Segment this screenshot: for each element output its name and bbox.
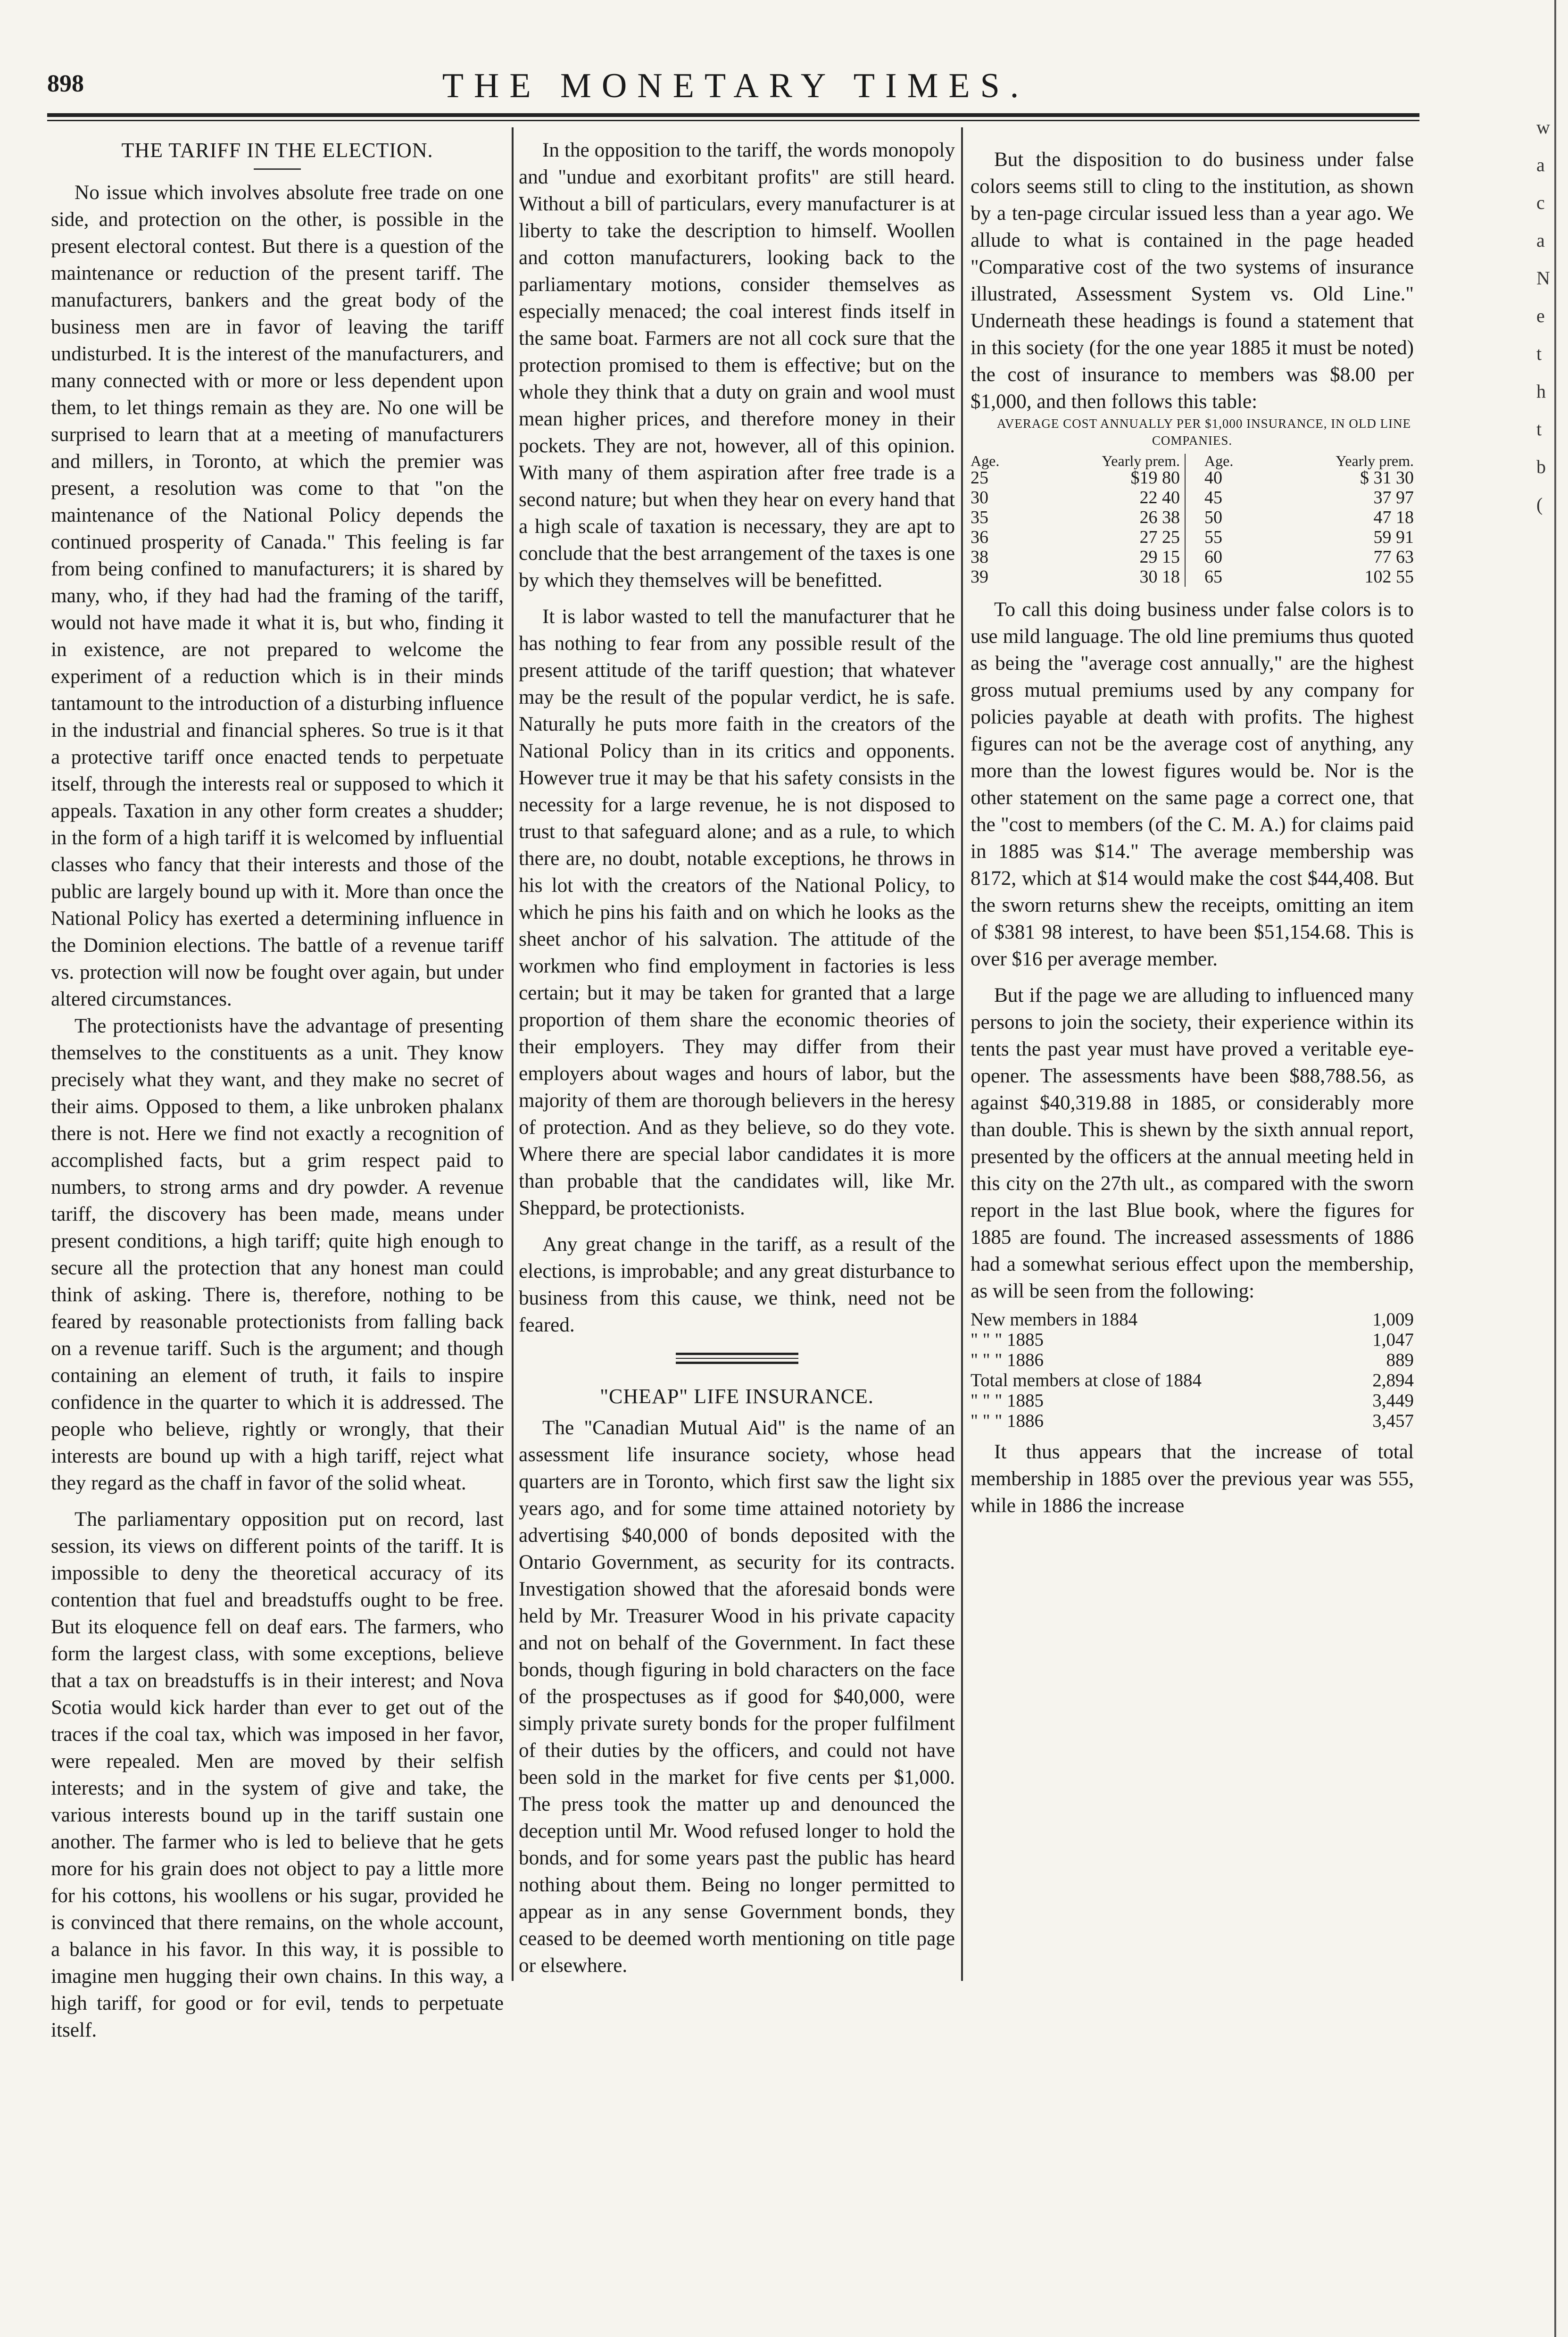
rate-table-row <box>1204 567 1414 587</box>
rate-table-left <box>971 454 1186 587</box>
age-cell: 55 <box>1204 527 1222 547</box>
premium-cell: 26 38 <box>1139 507 1180 527</box>
age-cell: 36 <box>971 527 988 547</box>
age-cell: 30 <box>971 488 988 507</box>
premium-cell: 47 18 <box>1373 507 1414 527</box>
membership-value: 2,894 <box>1372 1370 1414 1390</box>
paragraph: To call this doing business under false colors is to use mild language. The old line premiums thus quoted as being the "average cost annually," are the highest gross mutual premiums used by any company for policies payable at death with profits. The highest figures can not be the average cost of anything, any more than the lowest figures would be. Nor is the other statement on the same page a correct one, that the "cost to members (of the C. M. A.) for claims paid in 1885 was $14." The average membership was 8172, which at $14 would make the cost $44,408. But the sworn returns shew the receipts, omitting an item of $381 98 interest, to have been $51,154.68. This is over $16 per average member. <box>971 599 1414 970</box>
age-cell: 38 <box>971 547 988 567</box>
title-rule <box>254 168 301 170</box>
premium-cell: $19 80 <box>1130 468 1180 488</box>
column-divider <box>961 127 963 1981</box>
premium-cell: 30 18 <box>1139 567 1180 587</box>
premium-cell: $ 31 30 <box>1360 468 1414 488</box>
col-age-label: Age. <box>1204 452 1234 469</box>
adjacent-page-fragment <box>1536 108 1565 524</box>
premium-cell: 59 91 <box>1373 527 1414 547</box>
membership-value: 1,047 <box>1372 1330 1414 1350</box>
membership-value: 889 <box>1386 1350 1414 1370</box>
age-cell: 50 <box>1204 507 1222 527</box>
premium-cell: 102 55 <box>1364 567 1414 587</box>
rate-table <box>971 454 1414 587</box>
age-cell: 45 <box>1204 488 1222 507</box>
age-cell: 40 <box>1204 468 1222 488</box>
edge-letter: a <box>1536 230 1545 251</box>
section-separator <box>676 1353 798 1364</box>
rate-table-row <box>971 468 1180 488</box>
rate-table-row <box>971 527 1180 547</box>
membership-label: Total members at close of 1884 <box>971 1370 1202 1390</box>
rate-table-row <box>971 488 1180 507</box>
article-title: THE TARIFF IN THE ELECTION. <box>121 139 433 162</box>
edge-letter: t <box>1536 343 1542 364</box>
header-rule <box>47 113 1419 117</box>
rate-table-row <box>1204 468 1414 488</box>
rate-table-row <box>971 567 1180 587</box>
rate-table-row <box>971 507 1180 527</box>
edge-letter: w <box>1536 116 1550 138</box>
premium-cell: 22 40 <box>1139 488 1180 507</box>
membership-row <box>971 1411 1414 1431</box>
edge-letter: a <box>1536 154 1545 175</box>
edge-letter: N <box>1536 267 1550 289</box>
membership-value: 3,457 <box>1372 1411 1414 1431</box>
membership-label: New members in 1884 <box>971 1309 1138 1330</box>
rate-table-right <box>1186 454 1414 587</box>
rate-table-row <box>1204 507 1414 527</box>
membership-label: " " " 1886 <box>971 1350 1044 1370</box>
membership-row <box>971 1370 1414 1390</box>
col-age-label: Age. <box>971 452 1000 469</box>
column-divider <box>512 127 514 1981</box>
rate-table-row <box>971 547 1180 567</box>
membership-value: 3,449 <box>1372 1390 1414 1411</box>
column-3 <box>971 137 1414 1519</box>
edge-letter: c <box>1536 192 1545 213</box>
paragraph: Any great change in the tariff, as a result of the elections, is improbable; and any great disturbance to business from this cause, we think, need not be feared. <box>519 1233 955 1336</box>
age-cell: 60 <box>1204 547 1222 567</box>
membership-value: 1,009 <box>1372 1309 1414 1330</box>
paragraph: In the opposition to the tariff, the words monopoly and "undue and exorbitant profits" are still heard. Without a bill of particulars, every manufacturer is at liberty to take the description to himself. Woollen and cotton manufacturers, looking back to the parliamentary motions, consider themselves as especially menaced; the coal interest finds itself in the same boat. Farmers are not all cock sure that the protection promised to them is effective; but on the whole they think that a duty on grain and wool must mean higher prices, and therefore money in their pockets. They are not, however, all of this opinion. With many of them aspiration after free trade is a second nature; but when they hear on every hand that a high scale of taxation is necessary, they are apt to conclude that the best arrangement of the taxes is one by which they themselves will be benefitted. <box>519 139 955 591</box>
rate-table-row <box>1204 488 1414 507</box>
journal-title: THE MONETARY TIMES. <box>442 67 1029 105</box>
paragraph: The protectionists have the advantage of presenting themselves to the constituents as a unit. They know precisely what they want, and they make no secret of their aims. Opposed to them, a like unbroken phalanx there is not. Here we find not exactly a recognition of accomplished facts, but a grim respect paid to numbers, to strong arms and dry powder. A revenue tariff, the discovery has been made, means under present conditions, a high tariff; quite high enough to secure all the protection that any honest man could think of asking. There is, therefore, nothing to be feared by reasonable protectionists from falling back on a revenue tariff. Such is the argument; and though containing an element of truth, it fails to inspire confidence in the quarter to which it is addressed. The people who believe, rightly or wrongly, that their interests are bound up with a high tariff, reject what they regard as the chaff in favor of the solid wheat. <box>51 1015 504 1494</box>
paragraph: But if the page we are alluding to influenced many persons to join the society, their experience within its tents the past year must have proved a veritable eye-opener. The assessments have been $88,788.56, as against $40,319.88 in 1885, or considerably more than double. This is shewn by the sixth annual report, presented by the officers at the annual meeting held in this city on the 27th ult., as compared with the sworn report in the last Blue book, where the figures for 1885 are found. The increased assessments of 1886 had a somewhat serious effect upon the membership, as will be seen from the following: <box>971 984 1414 1302</box>
age-cell: 35 <box>971 507 988 527</box>
membership-table <box>971 1309 1414 1431</box>
membership-label: " " " 1885 <box>971 1390 1044 1411</box>
premium-cell: 29 15 <box>1139 547 1180 567</box>
rate-table-row <box>1204 527 1414 547</box>
edge-letter: ( <box>1536 494 1543 515</box>
edge-letter: b <box>1536 456 1546 477</box>
rate-table-row <box>1204 547 1414 567</box>
edge-letter: t <box>1536 418 1542 440</box>
age-cell: 39 <box>971 567 988 587</box>
premium-cell: 77 63 <box>1373 547 1414 567</box>
header-rule-thin <box>47 120 1419 121</box>
page-header <box>47 66 1424 108</box>
edge-letter: e <box>1536 305 1545 326</box>
age-cell: 65 <box>1204 567 1222 587</box>
page-number: 898 <box>47 70 84 97</box>
rate-table-title: AVERAGE COST ANNUALLY PER $1,000 INSURANCE, IN OLD LINE COMPANIES. <box>996 416 1411 448</box>
col-prem-label: Yearly prem. <box>1102 452 1180 469</box>
membership-label: " " " 1885 <box>971 1330 1044 1350</box>
membership-row <box>971 1330 1414 1350</box>
premium-cell: 27 25 <box>1139 527 1180 547</box>
membership-row <box>971 1390 1414 1411</box>
premium-cell: 37 97 <box>1373 488 1414 507</box>
paragraph: But the disposition to do business under false colors seems still to cling to the institution, as shown by a ten-page circular issued less than a year ago. We allude to what is contained in the page headed "Comparative cost of the two systems of insurance illustrated, Assessment System vs. Old Line." Underneath these headings is found a statement that in this society (for the one year 1885 it must be noted) the cost of insurance to members was $8.00 per $1,000, and then follows this table: <box>971 149 1414 413</box>
membership-row <box>971 1309 1414 1330</box>
age-cell: 25 <box>971 468 988 488</box>
membership-label: " " " 1886 <box>971 1411 1044 1431</box>
paragraph: The "Canadian Mutual Aid" is the name of an assessment life insurance society, whose head quarters are in Toronto, which first saw the light six years ago, and for some time attained notoriety by advertising $40,000 of bonds deposited with the Ontario Government, as security for its contracts. Investigation showed that the aforesaid bonds were held by Mr. Treasurer Wood in his private capacity and not on behalf of the Government. In fact these bonds, though figuring in bold characters on the face of the prospectuses as if good for $40,000, were simply private surety bonds for the proper fulfilment of their duties by the officers, and could not have been sold in the market for five cents per $1,000. The press took the matter up and denounced the deception until Mr. Wood refused longer to hold the bonds, and for some years past the public has heard nothing about them. Being no longer permitted to appear as in any sense Government bonds, they ceased to be deemed worth mentioning on title page or elsewhere. <box>519 1417 955 1977</box>
paragraph: No issue which involves absolute free trade on one side, and protection on the other, is possible in the present electoral contest. But there is a question of the maintenance or reduction of the present tariff. The manufacturers, bankers and the great body of the business men are in favor of leaving the tariff undisturbed. It is the interest of the manufacturers, and many connected with or more or less dependent upon them, to let things remain as they are. No one will be surprised to learn that at a meeting of manufacturers and millers, in Toronto, at which the premier was present, a resolution was come to that "on the maintenance of the National Policy depends the continued prosperity of Canada." This feeling is far from being confined to manufacturers; it is shared by many, who, if they had had the framing of the tariff, would not have made it what it is, but who, finding it in existence, are not prepared to welcome the experiment of a reduction which is in their minds tantamount to the introduction of a disturbing influence in the industrial and financial spheres. So true is it that a protective tariff once enacted tends to perpetuate itself, through the interests real or supposed to which it appeals. Taxation in any other form creates a shudder; in the form of a high tariff it is welcomed by influential classes who fancy that their interests and those of the public are largely bound up with it. More than once the National Policy has exerted a determining influence in the Dominion elections. The battle of a revenue tariff vs. protection will now be fought over again, but under altered circumstances. <box>51 182 504 1010</box>
paragraph: It thus appears that the increase of total membership in 1885 over the previous year was 555, while in 1886 the increase <box>971 1441 1414 1517</box>
edge-letter: h <box>1536 381 1546 402</box>
paragraph: The parliamentary opposition put on record, last session, its views on different points of the tariff. It is impossible to deny the theoretical accuracy of its contention that fuel and breadstuffs ought to be free. But its eloquence fell on deaf ears. The farmers, who form the largest class, with some exceptions, believe that a tax on breadstuffs is in their interest; and Nova Scotia would kick harder than ever to get out of the traces if the coal tax, which was imposed in her favor, were repealed. Men are moved by their selfish interests; and in the system of give and take, the various interests bound up in the tariff sustain one another. The farmer who is led to believe that he gets more for his grain does not object to pay a little more for his cottons, his woollens or his sugar, provided he is convinced that there remains, on the whole account, a balance in his favor. In this way, it is possible to imagine men hugging their own chains. In this way, a high tariff, for good or for evil, tends to perpetuate itself. <box>51 1508 504 2041</box>
paragraph: It is labor wasted to tell the manufacturer that he has nothing to fear from any possible result of the present attitude of the tariff question; that whatever may be the result of the popular verdict, he is safe. Naturally he puts more faith in the creators of the National Policy than in its critics and opponents. However true it may be that his safety consists in the necessity for a large revenue, he is not disposed to trust to that safeguard alone; and as a rule, to which there are, no doubt, notable exceptions, he throws in his lot with the creators of the National Policy, to which he pins his faith and on which he looks as the sheet anchor of his salvation. The attitude of the workmen who find employment in factories is less certain; but it may be taken for granted that a large proportion of them share the economic theories of their employers. They may differ from their employers about wages and hours of labor, but the majority of them are thorough believers in the heresy of protection. And as they believe, so do they vote. Where there are special labor candidates it is more than probable that the candidates will, like Mr. Sheppard, be protectionists. <box>519 606 955 1219</box>
membership-row <box>971 1350 1414 1370</box>
column-1 <box>51 137 504 2044</box>
column-2 <box>519 137 955 1979</box>
article-title: "CHEAP" LIFE INSURANCE. <box>600 1385 874 1408</box>
col-prem-label: Yearly prem. <box>1336 452 1414 469</box>
